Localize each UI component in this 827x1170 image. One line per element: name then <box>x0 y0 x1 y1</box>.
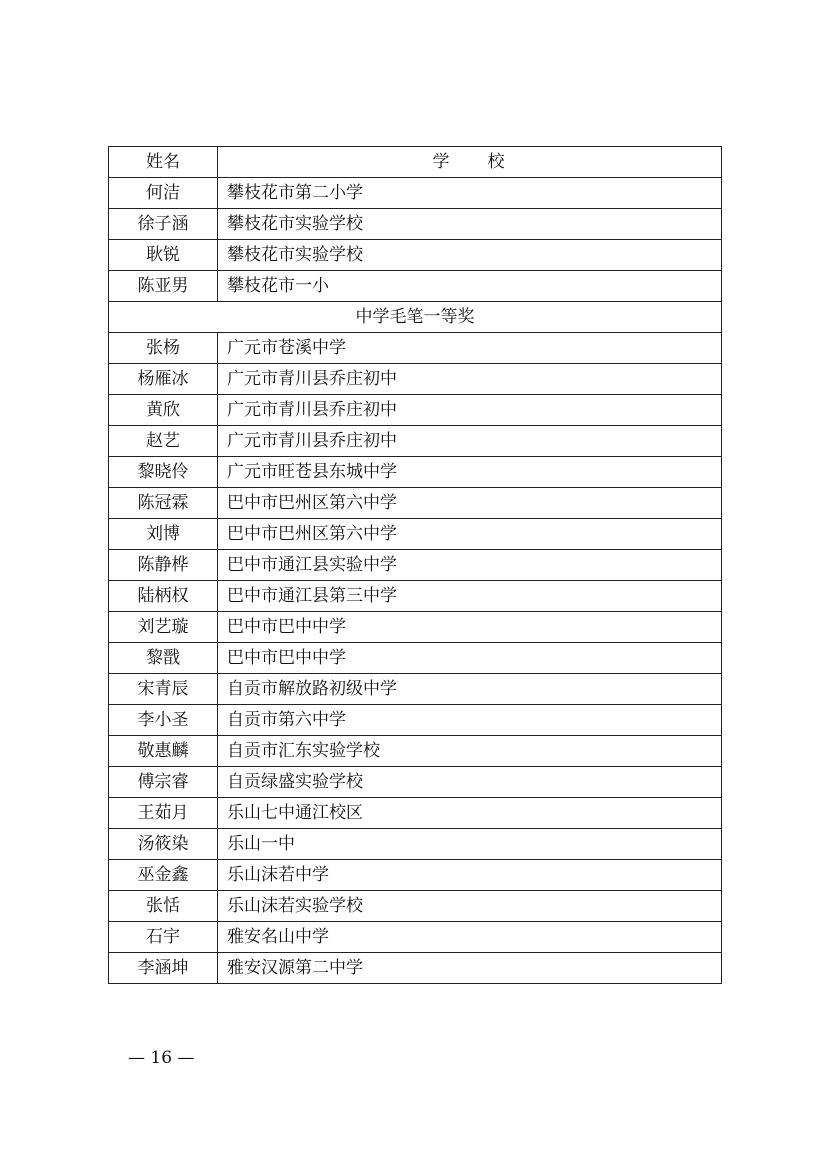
award-table <box>108 146 722 984</box>
section-title: 中学毛笔一等奖 <box>109 302 722 333</box>
student-name: 黄欣 <box>109 395 218 426</box>
header-school-part2: 校 <box>487 152 507 172</box>
table-row <box>109 550 722 581</box>
school-name: 广元市苍溪中学 <box>218 333 722 364</box>
student-name: 汤筱染 <box>109 829 218 860</box>
school-name: 攀枝花市实验学校 <box>218 209 722 240</box>
table-row <box>109 178 722 209</box>
table-row <box>109 953 722 984</box>
table-row <box>109 705 722 736</box>
section-row <box>109 302 722 333</box>
student-name: 傅宗睿 <box>109 767 218 798</box>
table-row <box>109 240 722 271</box>
student-name: 陈亚男 <box>109 271 218 302</box>
header-school-part1: 学 <box>432 152 452 172</box>
table-body <box>109 178 722 984</box>
header-name: 姓名 <box>109 147 218 178</box>
student-name: 巫金鑫 <box>109 860 218 891</box>
school-name: 广元市旺苍县东城中学 <box>218 457 722 488</box>
student-name: 何洁 <box>109 178 218 209</box>
table-row <box>109 457 722 488</box>
school-name: 自贡市第六中学 <box>218 705 722 736</box>
school-name: 雅安汉源第二中学 <box>218 953 722 984</box>
table-row <box>109 395 722 426</box>
header-school <box>218 147 722 178</box>
school-name: 雅安名山中学 <box>218 922 722 953</box>
school-name: 乐山一中 <box>218 829 722 860</box>
table-row <box>109 891 722 922</box>
page-number: — 16 — <box>128 1048 195 1068</box>
school-name: 攀枝花市一小 <box>218 271 722 302</box>
table-row <box>109 643 722 674</box>
school-name: 巴中市通江县第三中学 <box>218 581 722 612</box>
table-row <box>109 519 722 550</box>
school-name: 攀枝花市实验学校 <box>218 240 722 271</box>
student-name: 宋青辰 <box>109 674 218 705</box>
school-name: 巴中市巴州区第六中学 <box>218 488 722 519</box>
student-name: 刘博 <box>109 519 218 550</box>
school-name: 乐山沫若中学 <box>218 860 722 891</box>
school-name: 乐山七中通江校区 <box>218 798 722 829</box>
table-row <box>109 798 722 829</box>
school-name: 巴中市巴州区第六中学 <box>218 519 722 550</box>
student-name: 张杨 <box>109 333 218 364</box>
table-row <box>109 271 722 302</box>
table-row <box>109 488 722 519</box>
school-name: 自贡绿盛实验学校 <box>218 767 722 798</box>
table-row <box>109 333 722 364</box>
table-row <box>109 364 722 395</box>
student-name: 黎晓伶 <box>109 457 218 488</box>
student-name: 陈冠霖 <box>109 488 218 519</box>
student-name: 徐子涵 <box>109 209 218 240</box>
school-name: 巴中市通江县实验中学 <box>218 550 722 581</box>
table-row <box>109 767 722 798</box>
school-name: 巴中市巴中中学 <box>218 643 722 674</box>
student-name: 李小圣 <box>109 705 218 736</box>
student-name: 陈静桦 <box>109 550 218 581</box>
student-name: 赵艺 <box>109 426 218 457</box>
student-name: 张恬 <box>109 891 218 922</box>
school-name: 广元市青川县乔庄初中 <box>218 395 722 426</box>
table-row <box>109 612 722 643</box>
table-header-row <box>109 147 722 178</box>
student-name: 王茹月 <box>109 798 218 829</box>
table-row <box>109 674 722 705</box>
table-row <box>109 736 722 767</box>
school-name: 广元市青川县乔庄初中 <box>218 364 722 395</box>
student-name: 杨雁冰 <box>109 364 218 395</box>
table-row <box>109 860 722 891</box>
school-name: 自贡市汇东实验学校 <box>218 736 722 767</box>
student-name: 敬惠麟 <box>109 736 218 767</box>
table-row <box>109 209 722 240</box>
student-name: 刘艺璇 <box>109 612 218 643</box>
school-name: 巴中市巴中中学 <box>218 612 722 643</box>
student-name: 陆柄权 <box>109 581 218 612</box>
student-name: 耿锐 <box>109 240 218 271</box>
student-name: 李涵坤 <box>109 953 218 984</box>
school-name: 广元市青川县乔庄初中 <box>218 426 722 457</box>
school-name: 乐山沫若实验学校 <box>218 891 722 922</box>
student-name: 石宇 <box>109 922 218 953</box>
table-row <box>109 581 722 612</box>
table-row <box>109 922 722 953</box>
student-name: 黎戬 <box>109 643 218 674</box>
table-row <box>109 829 722 860</box>
school-name: 自贡市解放路初级中学 <box>218 674 722 705</box>
school-name: 攀枝花市第二小学 <box>218 178 722 209</box>
table-row <box>109 426 722 457</box>
